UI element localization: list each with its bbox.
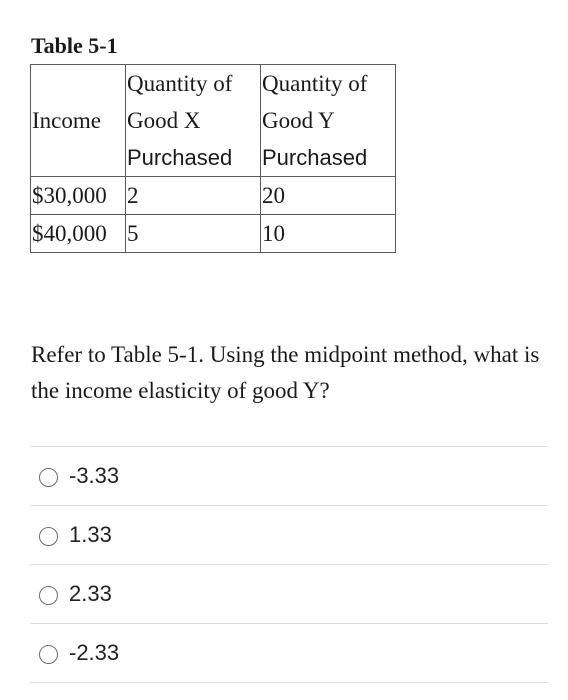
header-good-y-line-2: Good Y	[262, 108, 335, 133]
cell-income: $30,000	[31, 177, 126, 215]
cell-good-y: 20	[261, 177, 396, 215]
answer-choice[interactable]	[30, 447, 548, 506]
header-good-y-line-3: Purchased	[262, 145, 368, 170]
radio-button-icon[interactable]	[39, 468, 58, 487]
answer-choice-label: -2.33	[69, 640, 120, 665]
radio-button-icon[interactable]	[39, 645, 58, 664]
table-row	[31, 177, 396, 215]
header-good-x-line-1: Quantity of	[127, 71, 233, 96]
radio-button-icon[interactable]	[39, 527, 58, 546]
table-title: Table 5-1	[31, 33, 118, 58]
answer-choice-label: 2.33	[69, 581, 112, 606]
answer-choice[interactable]	[30, 624, 548, 683]
answer-choice-label: -3.33	[69, 463, 120, 488]
answer-choice[interactable]	[30, 565, 548, 624]
header-good-x-line-2: Good X	[127, 108, 201, 133]
cell-income: $40,000	[31, 215, 126, 253]
header-good-y-line-1: Quantity of	[262, 71, 368, 96]
cell-good-x: 5	[126, 215, 261, 253]
cell-good-y: 10	[261, 215, 396, 253]
header-good-x-line-3: Purchased	[127, 145, 233, 170]
data-table	[30, 64, 396, 253]
table-row	[31, 215, 396, 253]
header-good-y	[261, 65, 396, 177]
cell-good-x: 2	[126, 177, 261, 215]
header-good-x	[126, 65, 261, 177]
radio-button-icon[interactable]	[39, 586, 58, 605]
answer-choice[interactable]	[30, 506, 548, 565]
header-income: Income	[31, 65, 126, 177]
table-header-row	[31, 65, 396, 177]
question-text: Refer to Table 5-1. Using the midpoint method, what is the income elasticity of good Y?	[31, 342, 540, 403]
answer-choices	[30, 446, 548, 683]
answer-choice-label: 1.33	[69, 522, 112, 547]
